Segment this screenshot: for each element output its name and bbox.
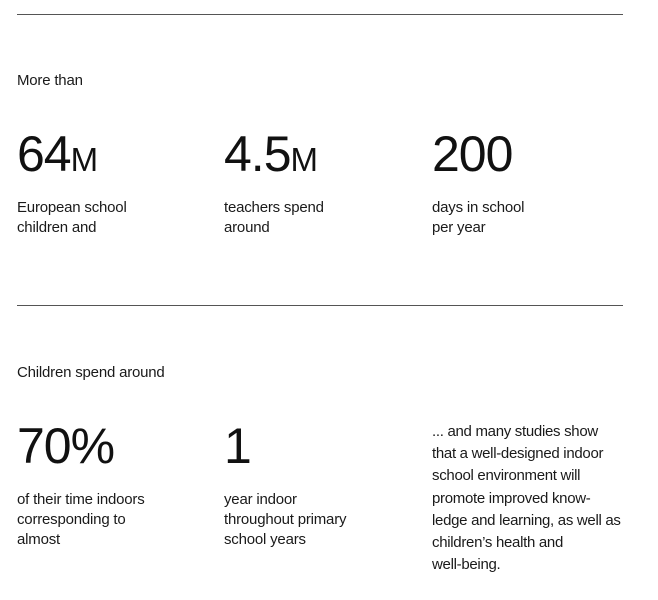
- stat-value: [224, 420, 424, 478]
- studies-paragraph: ... and many studies show that a well-designed indoor school environment will promote improved know- ledge and learning, as well as children’s health and well-being.: [432, 423, 621, 574]
- stat-description: teachers spend around: [224, 199, 324, 236]
- stat-european-children: [17, 128, 217, 238]
- stat-description: European school children and: [17, 199, 127, 236]
- stat-number: 200: [432, 126, 513, 182]
- stat-time-indoors: [17, 420, 217, 550]
- middle-divider: [17, 305, 623, 306]
- stat-description: of their time indoors corresponding to almost: [17, 491, 145, 548]
- top-divider: [17, 14, 623, 15]
- stat-value: [17, 128, 217, 186]
- stat-description: days in school per year: [432, 199, 525, 236]
- stat-value: [224, 128, 424, 186]
- section1-intro: More than: [17, 72, 83, 89]
- stat-teachers: [224, 128, 424, 238]
- stat-school-days: [432, 128, 632, 238]
- stat-description: year indoor throughout primary school years: [224, 491, 347, 548]
- stat-unit: M: [70, 141, 99, 178]
- section2-intro: Children spend around: [17, 364, 165, 381]
- stat-number: 1: [224, 418, 251, 474]
- stat-unit: M: [290, 141, 319, 178]
- stat-years-indoor: [224, 420, 424, 550]
- stat-number: 64: [17, 126, 71, 182]
- stat-value: [432, 128, 632, 186]
- stat-value: [17, 420, 217, 478]
- stat-number: 70%: [17, 418, 115, 474]
- stat-number: 4.5: [224, 126, 291, 182]
